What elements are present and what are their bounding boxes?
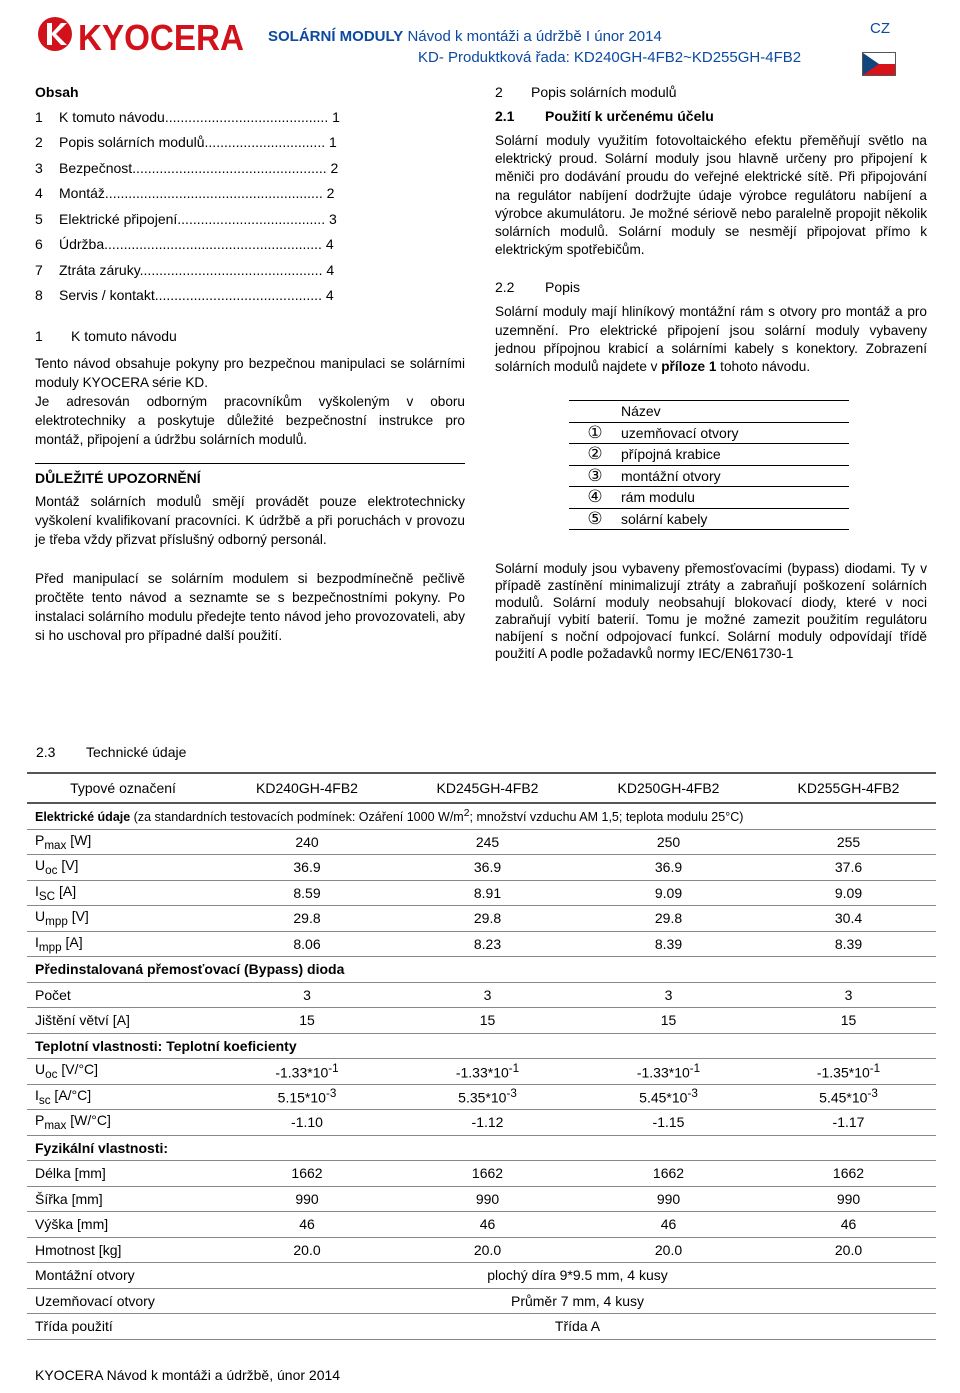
table-row: Třída použití Třída A <box>27 1314 936 1340</box>
section-1-heading: 1 K tomuto návodu <box>35 328 177 344</box>
section-2-2-heading: 2.2 Popis <box>495 279 581 296</box>
header-subtitle: KD- Produktková řada: KD240GH-4FB2~KD255GH-4FB2 <box>418 49 802 66</box>
header-title: SOLÁRNÍ MODULY Návod k montáži a údržbě I únor 2014 <box>268 28 662 45</box>
czech-flag-icon <box>862 52 896 76</box>
section-1-audience: Je adresován odborným pracovníkům vyškoleným v oboru elektrotechniky a poskytuje důležité bezpečnostní instrukce pro montáž, připojení a údržbu solárních modulů. <box>35 394 465 447</box>
table-row: Fyzikální vlastnosti: <box>27 1135 936 1161</box>
toc-item[interactable]: 3 Bezpečnost.................................................. 2 <box>35 159 339 176</box>
table-row: $I_{mpp}$ [A] 8.06 8.23 8.39 8.39 <box>27 931 936 957</box>
table-row: Výška [mm] 46 46 46 46 <box>27 1212 936 1238</box>
section-1-intro: Tento návod obsahuje pokyny pro bezpečnou manipulaci se solárními moduly KYOCERA série KD. <box>35 356 465 390</box>
parts-table <box>569 400 849 530</box>
table-row: Jištění větví [A] 15 15 15 15 <box>27 1008 936 1034</box>
table-row: Předinstalovaná přemosťovací (Bypass) dioda <box>27 957 936 983</box>
toc-item[interactable]: 8 Servis / kontakt........................................... 4 <box>35 287 334 304</box>
section-1-handling: Před manipulací se solárním modulem si bezpodmínečně pečlivě pročtěte tento návod a seznamte se s bezpečnostními pokyny. Po instalaci solárního modulu předejte tento návod jeho provozovateli, aby si ho uschoval pro případné další použití. <box>35 571 465 643</box>
table-row: Hmotnost [kg] 20.0 20.0 20.0 20.0 <box>27 1237 936 1263</box>
table-of-contents <box>35 104 465 308</box>
toc-item[interactable]: 5 Elektrické připojení...................................... 3 <box>35 210 337 227</box>
table-row: Elektrické údaje (za standardních testovacích podmínek: Ozáření 1000 $W/m^2$; množství vzduchu AM 1,5; teplota modulu 25°C) <box>27 803 936 829</box>
toc-item[interactable]: 1 K tomuto návodu.......................................... 1 <box>35 108 340 125</box>
table-row: ⑤ solární kabely <box>569 508 849 530</box>
section-2-3-heading: 2.3 Technické údaje <box>36 744 187 760</box>
important-notice <box>35 463 465 549</box>
table-row: $P_{max}$ [W] 240 245 250 255 <box>27 829 936 855</box>
toc-title: Obsah <box>35 84 79 100</box>
toc-item[interactable]: 2 Popis solárních modulů............................... 1 <box>35 134 337 151</box>
table-row: $P_{max}$ [W/°C] -1.10 -1.12 -1.15 -1.17 <box>27 1110 936 1136</box>
page-footer: KYOCERA Návod k montáži a údržbě, únor 2014 <box>35 1367 341 1383</box>
section-2-1-heading: 2.1 Použití k určenému účelu <box>495 108 714 124</box>
table-row: Uzemňovací otvory Průměr 7 mm, 4 kusy <box>27 1288 936 1314</box>
table-row: ④ rám modulu <box>569 487 849 509</box>
left-column <box>35 84 465 645</box>
table-row: Šířka [mm] 990 990 990 990 <box>27 1186 936 1212</box>
toc-item[interactable]: 7 Ztráta záruky............................................... 4 <box>35 261 335 278</box>
brand-text: KYOCERA <box>78 17 244 56</box>
table-row: $U_{mpp}$ [V] 29.8 29.8 29.8 30.4 <box>27 906 936 932</box>
toc-item[interactable]: 6 Údržba........................................................ 4 <box>35 236 334 253</box>
table-row: $U_{oc}$ [V/°C] $-1.33*10^{-1}$ $-1.33*10^{-1}$ $-1.33*10^{-1}$ $-1.35*10^{-1}$ <box>27 1059 936 1085</box>
table-row: ③ montážní otvory <box>569 465 849 487</box>
table-row: Montážní otvory plochý díra 9*9.5 mm, 4 kusy <box>27 1263 936 1289</box>
table-row: ① uzemňovací otvory <box>569 422 849 444</box>
notice-title: DŮLEŽITÉ UPOZORNĚNÍ <box>35 470 201 486</box>
right-column <box>495 84 927 662</box>
technical-data-table <box>27 772 936 1340</box>
section-2-1-text: Solární moduly využitím fotovoltaického efektu přeměňují světlo na elektrický proud. Solární moduly jsou hlavně určeny pro připojení k měniči pro dodávání proudu do veřejné elektrické sítě. Při připojování na regulátor nabíjení dodržujte údaje výrobce regulátoru nabíjení a výrobce akumulátoru. Je možné sériově nebo paralelně propojit několik solárních modulů. Solární moduly se nesmějí připojovat přímo k elektrickým spotřebičům. <box>495 133 927 258</box>
table-row: Název <box>569 401 849 423</box>
table-row: ② přípojná krabice <box>569 444 849 466</box>
notice-text: Montáž solárních modulů smějí provádět pouze elektrotechnicky vyškolení kvalifikovaní pracovníci. K údržbě a při poruchách v provozu je třeba vždy přizvat příslušný odborný personál. <box>35 494 465 547</box>
kyocera-logo <box>36 14 246 56</box>
table-row: $I_{SC}$ [A] 8.59 8.91 9.09 9.09 <box>27 880 936 906</box>
section-2-heading: 2 Popis solárních modulů <box>495 84 677 100</box>
table-row: $U_{oc}$ [V] 36.9 36.9 36.9 37.6 <box>27 855 936 881</box>
table-row: Délka [mm] 1662 1662 1662 1662 <box>27 1161 936 1187</box>
language-code: CZ <box>870 20 890 37</box>
table-row: Počet 3 3 3 3 <box>27 982 936 1008</box>
toc-item[interactable]: 4 Montáž........................................................ 2 <box>35 185 335 202</box>
table-row: Teplotní vlastnosti: Teplotní koeficienty <box>27 1033 936 1059</box>
table-header-row: Typové označení KD240GH-4FB2 KD245GH-4FB2 KD250GH-4FB2 KD255GH-4FB2 <box>27 773 936 803</box>
bypass-diodes-text: Solární moduly jsou vybaveny přemosťovacími (bypass) diodami. Ty v případě zastínění minimalizují ztráty a zabraňují poškození solárních modulů. Solární moduly neobsahují blokovací diody, které v noci zabraňují vybití baterií. Tomu je možné zamezit použitím regulátoru nabíjení s noční odpojovací funkcí. Solární moduly odpovídají třídě použití A podle požadavků normy IEC/EN61730-1 <box>495 561 927 662</box>
table-row: $I_{sc}$ [A/°C] $5.15*10^{-3}$ $5.35*10^{-3}$ $5.45*10^{-3}$ $5.45*10^{-3}$ <box>27 1084 936 1110</box>
section-2-2-text: Solární moduly mají hliníkový montážní rám s otvory pro montáž a pro uzemnění. Pro elektrické připojení jsou solární moduly vybaveny jednou přípojnou krabicí a solárními kabely s konektory. Zobrazení solárních modulů najdete v příloze 1 tohoto návodu. <box>495 304 927 375</box>
